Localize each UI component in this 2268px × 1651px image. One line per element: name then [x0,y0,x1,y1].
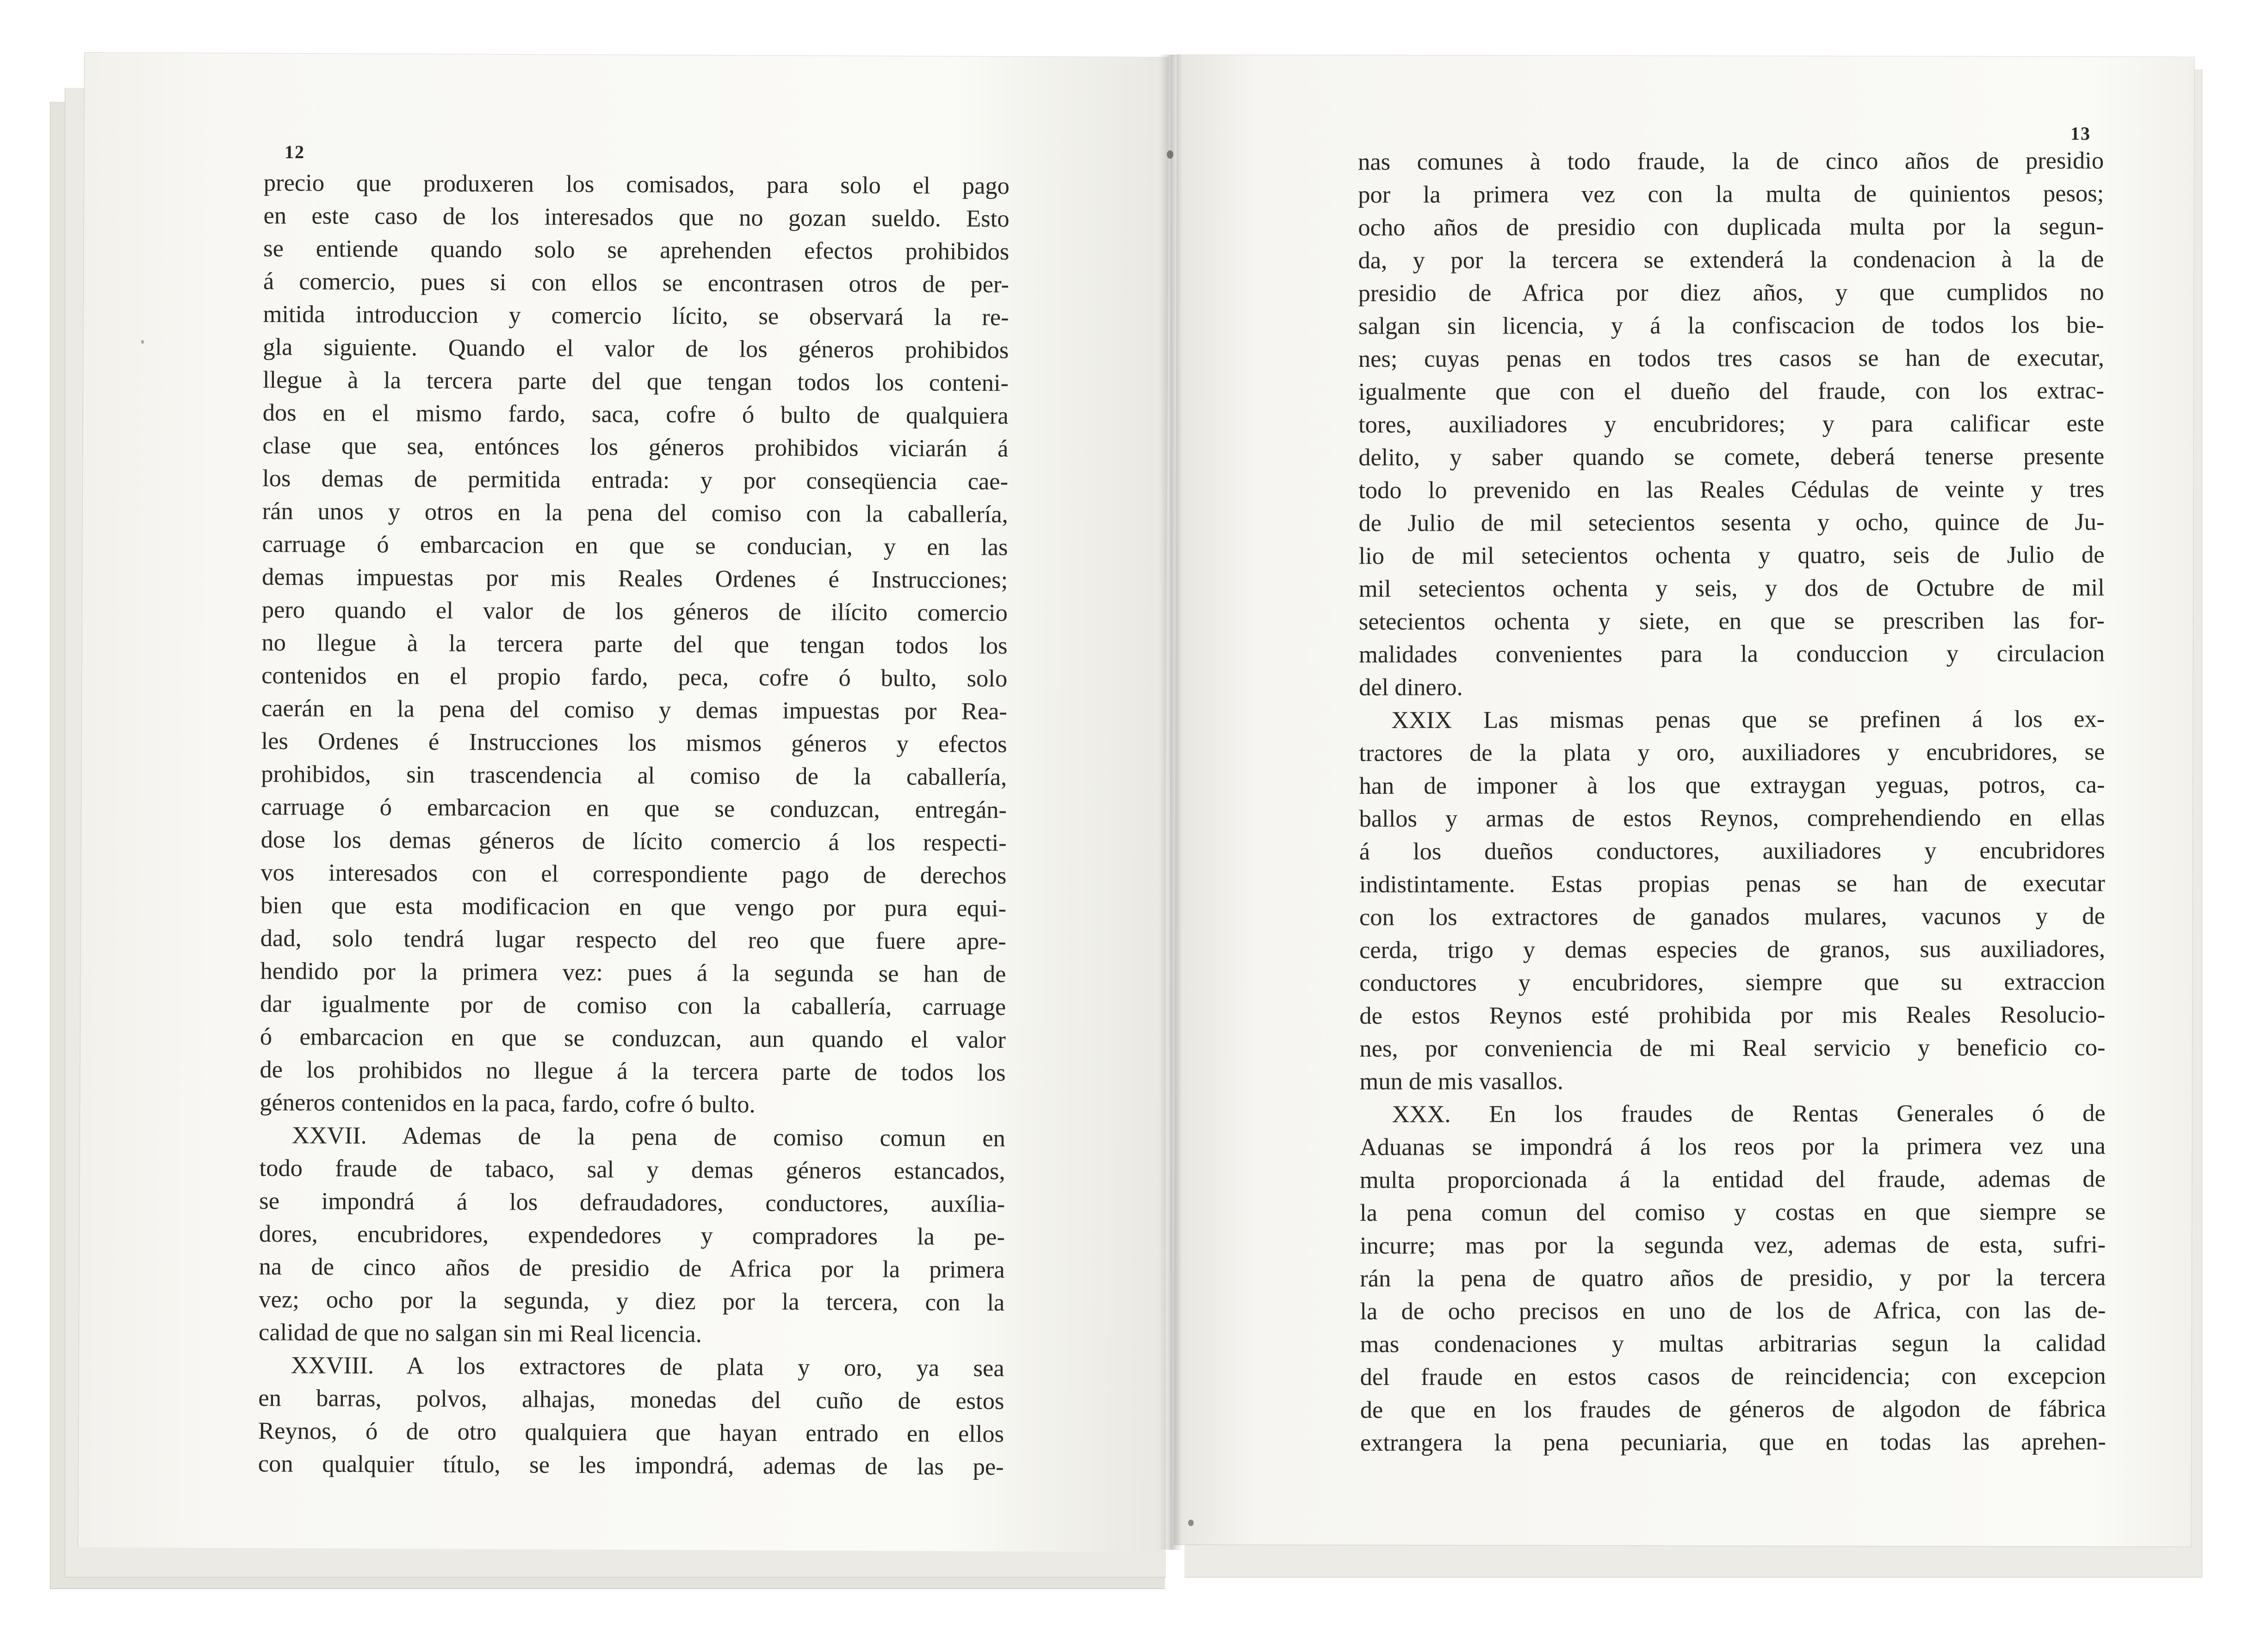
text-line: caerán en la pena del comiso y demas impuestas por Rea- [261,694,1008,725]
text-line: XXVIII. A los extractores de plata y oro, ya sea [291,1352,1004,1382]
text-line: por la primera vez con la multa de quinientos pesos; [1358,180,2104,208]
text-line: nas comunes à todo fraude, la de cinco años de presidio [1358,147,2104,175]
text-line: XXVII. Ademas de la pena de comiso comun en [291,1122,1005,1152]
text-line: con qualquier título, se les impondrá, ademas de las pe- [258,1450,1004,1481]
text-line: tores, auxiliadores y encubridores; y para calificar este [1358,410,2105,438]
text-line: mun de mis vasallos. [1359,1068,1563,1095]
text-line: carruage ó embarcacion en que se conducian, y en las [262,530,1008,561]
text-line: dad, solo tendrá lugar respecto del reo que fuere apre- [260,924,1006,955]
text-line: pero quando el valor de los géneros de ilícito comercio [261,596,1008,627]
text-line: dos en el mismo fardo, saca, cofre ó bulto de qualquiera [262,399,1009,430]
text-line: extrangera la pena pecuniaria, que en todas las aprehen- [1360,1428,2106,1456]
text-line: malidades convenientes para la conduccion y circulacion [1358,640,2105,668]
text-line: tractores de la plata y oro, auxiliadores y encubridores, se [1359,738,2105,767]
text-line: géneros contenidos en la paca, fardo, cofre ó bulto. [260,1088,756,1118]
text-line: ballos y armas de estos Reynos, comprehendiendo en ellas [1359,804,2105,832]
text-line: con los extractores de ganados mulares, vacunos y de [1359,903,2105,931]
book-gutter [1159,55,1182,1550]
text-line: vos interesados con el correspondiente pago de derechos [260,859,1007,890]
text-line: setecientos ochenta y siete, en que se prescriben las for- [1358,607,2105,635]
text-line: hendido por la primera vez: pues á la segunda se han de [260,957,1006,988]
right-page-number: 13 [2070,123,2091,144]
text-line: contenidos en el propio fardo, peca, cofre ó bulto, solo [261,662,1008,693]
text-line: han de imponer à los que extraygan yeguas, potros, ca- [1359,771,2105,799]
text-line: salgan sin licencia, y á la confiscacion de todos los bie- [1358,311,2104,340]
text-line: vez; ocho por la segunda, y diez por la tercera, con la [259,1286,1005,1317]
text-line: la de ocho precisos en uno de los de Africa, con las de- [1360,1297,2106,1325]
text-line: no llegue à la tercera parte del que tengan todos los [261,629,1008,660]
text-line: delito, y saber quando se comete, deberá tenerse presente [1358,443,2105,471]
text-line: llegue à la tercera parte del que tengan todos los conteni- [262,366,1009,397]
text-line: lio de mil setecientos ochenta y quatro, seis de Julio de [1358,541,2105,569]
text-line: conductores y encubridores, siempre que su extraccion [1359,968,2106,996]
text-line: en este caso de los interesados que no gozan sueldo. Esto [263,202,1010,233]
left-page-number: 12 [285,142,305,162]
text-line: gla siguiente. Quando el valor de los géneros prohibidos [263,333,1009,364]
text-line: de los prohibidos no llegue á la tercera parte de todos los [260,1056,1006,1087]
text-line: del dinero. [1358,674,1463,701]
text-line: demas impuestas por mis Reales Ordenes é Instrucciones; [262,563,1008,594]
text-line: mil setecientos ochenta y seis, y dos de Octubre de mil [1358,574,2105,602]
text-line: prohibidos, sin trascendencia al comiso de la caballería, [261,760,1007,791]
text-line: la pena comun del comiso y costas en que siempre se [1359,1198,2106,1226]
text-line: nes, por conveniencia de mi Real servicio y beneficio co- [1359,1034,2106,1062]
text-line: dar igualmente por de comiso con la caballería, carruage [260,990,1006,1021]
ink-speck [1167,150,1173,159]
text-line: de Julio de mil setecientos sesenta y ocho, quince de Ju- [1358,508,2105,537]
text-line: XXX. En los fraudes de Rentas Generales ó de [1392,1100,2106,1128]
text-line: ocho años de presidio con duplicada multa por la segun- [1358,213,2104,241]
text-line: en barras, polvos, alhajas, monedas del cuño de estos [258,1384,1004,1415]
text-line: calidad de que no salgan sin mi Real licencia. [258,1318,702,1348]
text-line: XXIX Las mismas penas que se prefinen á los ex- [1391,705,2105,734]
text-line: rán la pena de quatro años de presidio, y por la tercera [1360,1264,2106,1292]
text-line: dose los demas géneros de lícito comercio á los respecti- [260,826,1007,857]
ink-speck [141,340,144,344]
text-line: clase que sea, entónces los géneros prohibidos viciarán á [262,432,1009,463]
text-line: de que en los fraudes de géneros de algodon de fábrica [1360,1395,2106,1423]
text-line: na de cinco años de presidio de Africa por la primera [259,1253,1005,1284]
text-line: cerda, trigo y demas especies de granos, sus auxiliadores, [1359,935,2106,964]
text-line: se entiende quando solo se aprehenden efectos prohibidos [263,235,1010,266]
text-line: Aduanas se impondrá á los reos por la primera vez una [1359,1132,2106,1161]
text-line: Reynos, ó de otro qualquiera que hayan entrado en ellos [258,1417,1004,1448]
text-line: rán unos y otros en la pena del comiso con la caballería, [262,497,1008,528]
text-line: los demas de permitida entrada: y por conseqüencia cae- [262,464,1009,495]
text-line: de estos Reynos esté prohibida por mis Reales Resolucio- [1359,1001,2106,1029]
text-line: á comercio, pues si con ellos se encontrasen otros de per- [263,267,1010,298]
text-line: igualmente que con el dueño del fraude, con los extrac- [1358,377,2104,405]
text-line: da, y por la tercera se extenderá la condenacion à la de [1358,246,2104,274]
right-page-text [1358,144,2106,1459]
ink-speck [1188,1520,1194,1526]
text-line: todo fraude de tabaco, sal y demas géneros estancados, [259,1154,1005,1185]
text-line: precio que produxeren los comisados, para solo el pago [263,169,1010,200]
text-line: á los dueños conductores, auxiliadores y encubridores [1359,837,2105,865]
text-line: incurre; mas por la segunda vez, ademas de esta, sufri- [1360,1231,2106,1259]
text-line: presidio de Africa por diez años, y que cumplidos no [1358,278,2104,307]
text-line: mas condenaciones y multas arbitrarias segun la calidad [1360,1329,2106,1358]
text-line: se impondrá á los defraudadores, conductores, auxília- [259,1187,1005,1218]
text-line: mitida introduccion y comercio lícito, se observará la re- [263,300,1009,331]
text-line: indistintamente. Estas propias penas se han de executar [1359,870,2105,898]
text-line: del fraude en estos casos de reincidencia; con excepcion [1360,1362,2106,1391]
text-line: les Ordenes é Instrucciones los mismos géneros y efectos [261,727,1007,758]
text-line: nes; cuyas penas en todos tres casos se han de executar, [1358,344,2104,372]
text-line: carruage ó embarcacion en que se conduzcan, entregán- [260,793,1007,824]
text-line: todo lo prevenido en las Reales Cédulas de veinte y tres [1358,476,2105,504]
text-line: multa proporcionada á la entidad del fraude, ademas de [1359,1165,2106,1193]
text-line: ó embarcacion en que se conduzcan, aun quando el valor [260,1023,1006,1054]
text-line: dores, encubridores, expendedores y compradores la pe- [259,1220,1005,1251]
left-page-text [258,167,1010,1484]
text-line: bien que esta modificacion en que vengo por pura equi- [260,891,1007,922]
